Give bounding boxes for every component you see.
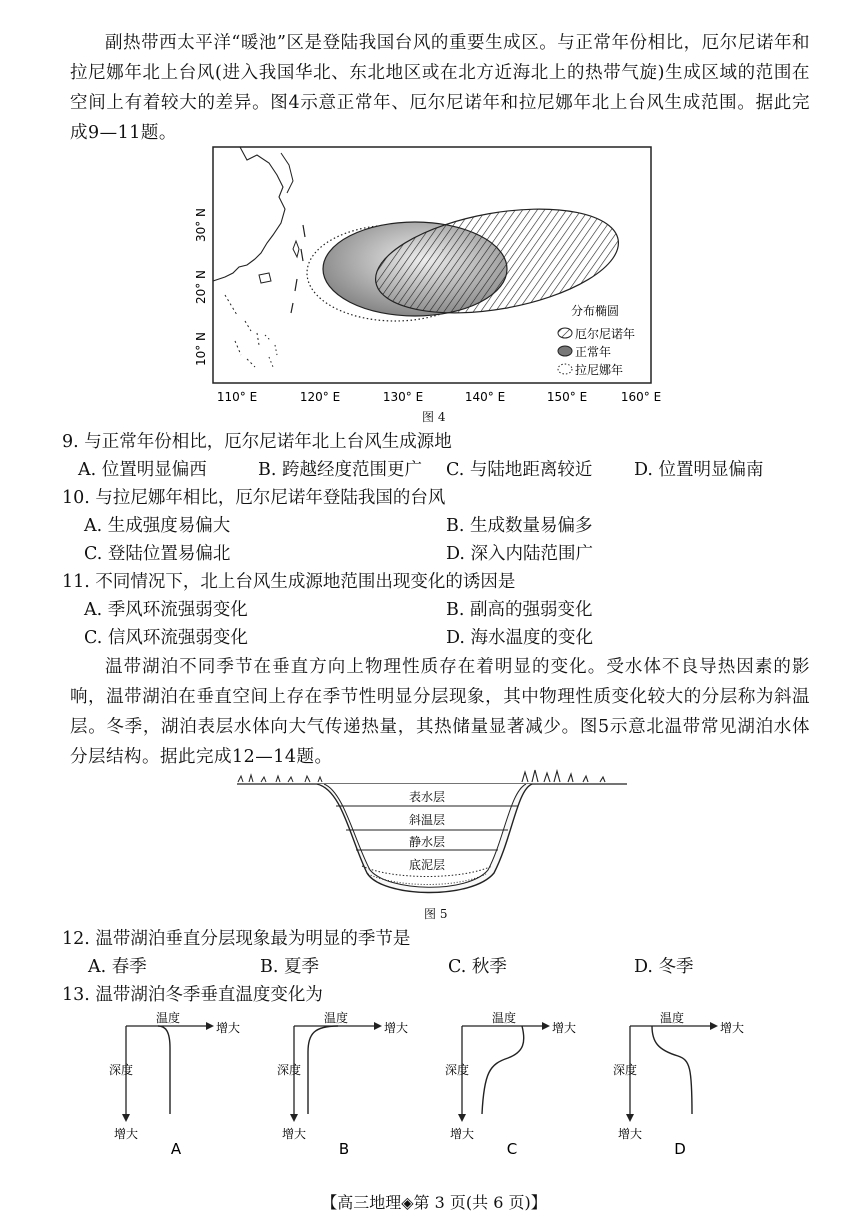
svg-text:分布椭圆: 分布椭圆 — [571, 304, 620, 318]
svg-text:深度: 深度 — [613, 1063, 638, 1077]
svg-text:温度: 温度 — [323, 1011, 349, 1025]
svg-text:160° E: 160° E — [620, 390, 662, 404]
q11-option-c[interactable]: C. 信风环流强弱变化 — [84, 628, 248, 648]
layer-hypolimnion: 静水层 — [408, 835, 446, 849]
q13-graph-d[interactable] — [608, 1008, 758, 1162]
svg-text:深度: 深度 — [277, 1063, 302, 1077]
q10-option-c[interactable]: C. 登陆位置易偏北 — [84, 544, 231, 564]
question-10-stem: 10. 与拉尼娜年相比，厄尔尼诺年登陆我国的台风 — [62, 488, 446, 508]
question-12-stem: 12. 温带湖泊垂直分层现象最为明显的季节是 — [62, 929, 411, 949]
svg-text:130° E: 130° E — [382, 390, 424, 404]
q10-option-a[interactable]: A. 生成强度易偏大 — [84, 516, 231, 536]
intro-paragraph-typhoon: 副热带西太平洋“暖池”区是登陆我国台风的重要生成区。与正常年份相比，厄尔尼诺年和拉尼娜年北上台风(进入我国华北、东北地区或在北方近海北上的热带气旋)生成区域的范围在空间上有着较大的差异。图4示意正常年、厄尔尼诺年和拉尼娜年北上台风生成范围。据此完成9—11题。 — [70, 33, 810, 143]
svg-text:增大: 增大 — [618, 1127, 643, 1141]
svg-text:30° N: 30° N — [194, 207, 208, 243]
svg-text:增大: 增大 — [114, 1127, 139, 1141]
question-13-stem: 13. 温带湖泊冬季垂直温度变化为 — [62, 985, 323, 1005]
svg-text:C: C — [506, 1140, 518, 1158]
svg-text:温度: 温度 — [659, 1011, 685, 1025]
q12-option-d[interactable]: D. 冬季 — [634, 957, 694, 977]
svg-text:增大: 增大 — [551, 1021, 577, 1035]
figure-5-lake — [232, 768, 632, 912]
svg-text:增大: 增大 — [282, 1127, 307, 1141]
svg-text:A: A — [170, 1140, 182, 1158]
figure-5-caption: 图 5 — [424, 907, 448, 921]
q13-graph-c[interactable] — [440, 1008, 590, 1162]
q11-option-a[interactable]: A. 季风环流强弱变化 — [84, 600, 248, 620]
q11-option-b[interactable]: B. 副高的强弱变化 — [446, 600, 593, 620]
q12-option-c[interactable]: C. 秋季 — [448, 957, 507, 977]
svg-text:拉尼娜年: 拉尼娜年 — [575, 363, 624, 377]
question-9-stem: 9. 与正常年份相比，厄尔尼诺年北上台风生成源地 — [62, 432, 452, 452]
svg-text:150° E: 150° E — [546, 390, 588, 404]
figure-4-map — [185, 145, 662, 411]
layer-surface: 表水层 — [408, 790, 446, 804]
q10-option-b[interactable]: B. 生成数量易偏多 — [446, 516, 593, 536]
layer-thermocline: 斜温层 — [408, 813, 446, 827]
svg-text:厄尔尼诺年: 厄尔尼诺年 — [575, 327, 636, 341]
svg-text:深度: 深度 — [109, 1063, 134, 1077]
svg-text:增大: 增大 — [383, 1021, 409, 1035]
q9-option-c[interactable]: C. 与陆地距离较近 — [446, 460, 593, 480]
svg-text:120° E: 120° E — [299, 390, 341, 404]
q11-option-d[interactable]: D. 海水温度的变化 — [446, 628, 594, 648]
svg-text:10° N: 10° N — [194, 331, 208, 367]
layer-sediment: 底泥层 — [408, 858, 446, 872]
svg-text:温度: 温度 — [491, 1011, 517, 1025]
svg-text:110° E: 110° E — [216, 390, 258, 404]
q9-option-a[interactable]: A. 位置明显偏西 — [78, 460, 207, 480]
svg-text:B: B — [338, 1140, 350, 1158]
q13-graph-a[interactable] — [104, 1008, 254, 1162]
question-11-stem: 11. 不同情况下，北上台风生成源地范围出现变化的诱因是 — [62, 572, 516, 592]
svg-text:正常年: 正常年 — [575, 345, 612, 359]
page-footer: 【高三地理◈第 3 页(共 6 页)】 — [321, 1193, 547, 1212]
svg-text:140° E: 140° E — [464, 390, 506, 404]
svg-text:增大: 增大 — [215, 1021, 241, 1035]
svg-text:温度: 温度 — [155, 1011, 181, 1025]
svg-text:深度: 深度 — [445, 1063, 470, 1077]
svg-text:增大: 增大 — [719, 1021, 745, 1035]
svg-text:增大: 增大 — [450, 1127, 475, 1141]
intro-paragraph-lake: 温带湖泊不同季节在垂直方向上物理性质存在着明显的变化。受水体不良导热因素的影响，温带湖泊在垂直空间上存在季节性明显分层现象，其中物理性质变化较大的分层称为斜温层。冬季，湖泊表层水体向大气传递热量，其热储量显著减少。图5示意北温带常见湖泊水体分层结构。据此完成12—14题。 — [70, 657, 810, 767]
q12-option-b[interactable]: B. 夏季 — [260, 957, 319, 977]
svg-text:20° N: 20° N — [194, 269, 208, 305]
q9-option-d[interactable]: D. 位置明显偏南 — [634, 460, 764, 480]
q12-option-a[interactable]: A. 春季 — [88, 957, 147, 977]
svg-text:D: D — [674, 1140, 686, 1158]
q10-option-d[interactable]: D. 深入内陆范围广 — [446, 544, 594, 564]
q13-graph-b[interactable] — [272, 1008, 422, 1162]
figure-4-caption: 图 4 — [422, 410, 446, 424]
q9-option-b[interactable]: B. 跨越经度范围更广 — [258, 460, 422, 480]
